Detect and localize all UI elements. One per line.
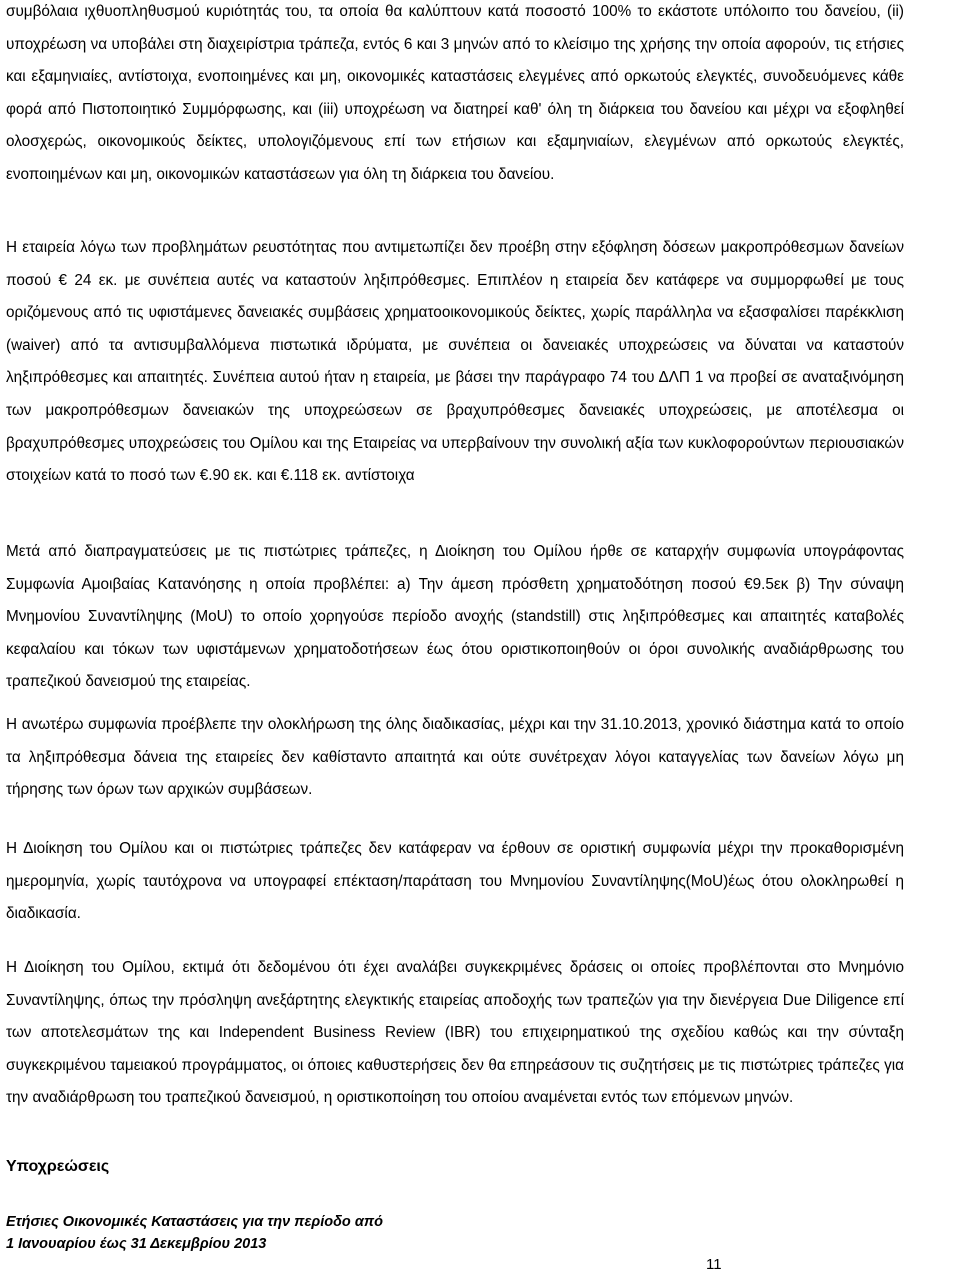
paragraph-liquidity-problems: Η εταιρεία λόγω των προβλημάτων ρευστότητας που αντιμετωπίζει δεν προέβη στην εξόφληση δόσεων μακροπρόθεσμων δανείων ποσού € 24 εκ. με συνέπεια αυτές να καταστούν ληξιπρόθεσμες. Επιπλέον η εταιρεία δεν κατάφερε να συμμορφωθεί με τους οριζόμενους από τις υφιστάμενες δανειακές συμβάσεις χρηματοοικονομικούς δείκτες, χωρίς παράλληλα να εξασφαλίσει παρέκκλιση (waiver) από τα αντισυμβαλλόμενα πιστωτικά ιδρύματα, με συνέπεια οι δανειακές υποχρεώσεις να δύναται να καταστούν ληξιπρόθεσμες και απαιτητές. Συνέπεια αυτού ήταν η εταιρεία, με βάσει την παράγραφο 74 του ΔΛΠ 1 να προβεί σε αναταξινόμηση των μακροπρόθεσμων δανειακών της υποχρεώσεων σε βραχυπρόθεσμες δανειακές υποχρεώσεις, με αποτέλεσμα οι βραχυπρόθεσμες υποχρεώσεις του Ομίλου και της Εταιρείας να υπερβαίνουν την συνολική αξία των κυκλοφορούντων περιουσιακών στοιχείων κατά το ποσό των €.90 εκ. και €.118 εκ. αντίστοιχα (6, 239, 904, 485)
footer-title-line-1: Ετήσιες Οικονομικές Καταστάσεις για την περίοδο από (6, 1214, 383, 1230)
section-heading-liabilities: Υποχρεώσεις (6, 1158, 110, 1175)
paragraph-loan-covenants: συμβόλαια ιχθυοπληθυσμού κυριότητάς του, τα οποία θα καλύπτουν κατά ποσοστό 100% το εκάστοτε υπόλοιπο του δανείου, (ii) υποχρέωση να υποβάλει στη διαχειρίστρια τράπεζα, εντός 6 και 3 μηνών από το κλείσιμο της χρήσης την οποία αφορούν, τις ετήσιες και εξαμηνιαίες, αντίστοιχα, ενοποιημένες και μη, οικονομικές καταστάσεις ελεγμένες από ορκωτούς ελεγκτές, συνοδευόμενες κάθε φορά από Πιστοποιητικό Συμμόρφωσης, και (iii) υποχρέωση να διατηρεί καθ' όλη τη διάρκεια του δανείου και μέχρι να εξοφληθεί ολοσχερώς, οικονομικούς δείκτες, υπολογιζόμενους επί των ετήσιων και εξαμηνιαίων, ελεγμένων από ορκωτούς ελεγκτές, ενοποιημένων και μη, οικονομικών καταστάσεων για όλη τη διάρκεια του δανείου. (6, 3, 904, 183)
footer-title-line-2: 1 Ιανουαρίου έως 31 Δεκεμβρίου 2013 (6, 1236, 267, 1252)
paragraph-management-actions: Η Διοίκηση του Ομίλου, εκτιμά ότι δεδομένου ότι έχει αναλάβει συγκεκριμένες δράσεις οι οποίες προβλέπονται στο Μνημόνιο Συναντίληψης, όπως την πρόσληψη ανεξάρτητης ελεγκτικής εταιρείας αποδοχής των τραπεζών για την διενέργεια Due Diligence επί των αποτελεσμάτων της και Independent Business Review (IBR) του επιχειρηματικού της σχεδίου καθώς και την σύνταξη συγκεκριμένου ταμειακού προγράμματος, οι όποιες καθυστερήσεις δεν θα επηρεάσουν τις συζητήσεις με τις πιστώτριες τράπεζες για την αναδιάρθρωση του τραπεζικού δανεισμού, η οριστικοποίηση του οποίου αναμένεται εντός των επόμενων μηνών. (6, 959, 904, 1107)
paragraph-no-final-agreement: Η Διοίκηση του Ομίλου και οι πιστώτριες τράπεζες δεν κατάφεραν να έρθουν σε οριστική συμφωνία μέχρι την προκαθορισμένη ημερομηνία, χωρίς ταυτόχρονα να υπογραφεί επέκταση/παράταση του Μνημονίου Συναντίληψης(MoU)έως ότου ολοκληρωθεί η διαδικασία. (6, 840, 904, 923)
paragraph-agreement-deadline: Η ανωτέρω συμφωνία προέβλεπε την ολοκλήρωση της όλης διαδικασίας, μέχρι και την 31.10.2013, χρονικό διάστημα κατά το οποίο τα ληξιπρόθεσμα δάνεια της εταιρείες δεν καθίσταντο απαιτητά και ούτε συνέτρεχαν λόγοι καταγγελίας των δανείων λόγω μη τήρησης των όρων των αρχικών συμβάσεων. (6, 716, 904, 799)
page-number: 11 (706, 1256, 722, 1273)
paragraph-memorandum-agreement: Μετά από διαπραγματεύσεις με τις πιστώτριες τράπεζες, η Διοίκηση του Ομίλου ήρθε σε καταρχήν συμφωνία υπογράφοντας Συμφωνία Αμοιβαίας Κατανόησης η οποία προβλέπει: a) Την άμεση πρόσθετη χρηματοδότηση ποσού €9.5εκ β) Την σύναψη Μνημονίου Συναντίληψης (MoU) το οποίο χορηγούσε περίοδο ανοχής (standstill) στις ληξιπρόθεσμες και απαιτητές καταβολές κεφαλαίου και τόκων των υφιστάμενων χρηματοδοτήσεων έως ότου οριστικοποιηθούν οι όροι συνολικής αναδιάρθρωσης του τραπεζικού δανεισμού της εταιρείας. (6, 543, 904, 691)
